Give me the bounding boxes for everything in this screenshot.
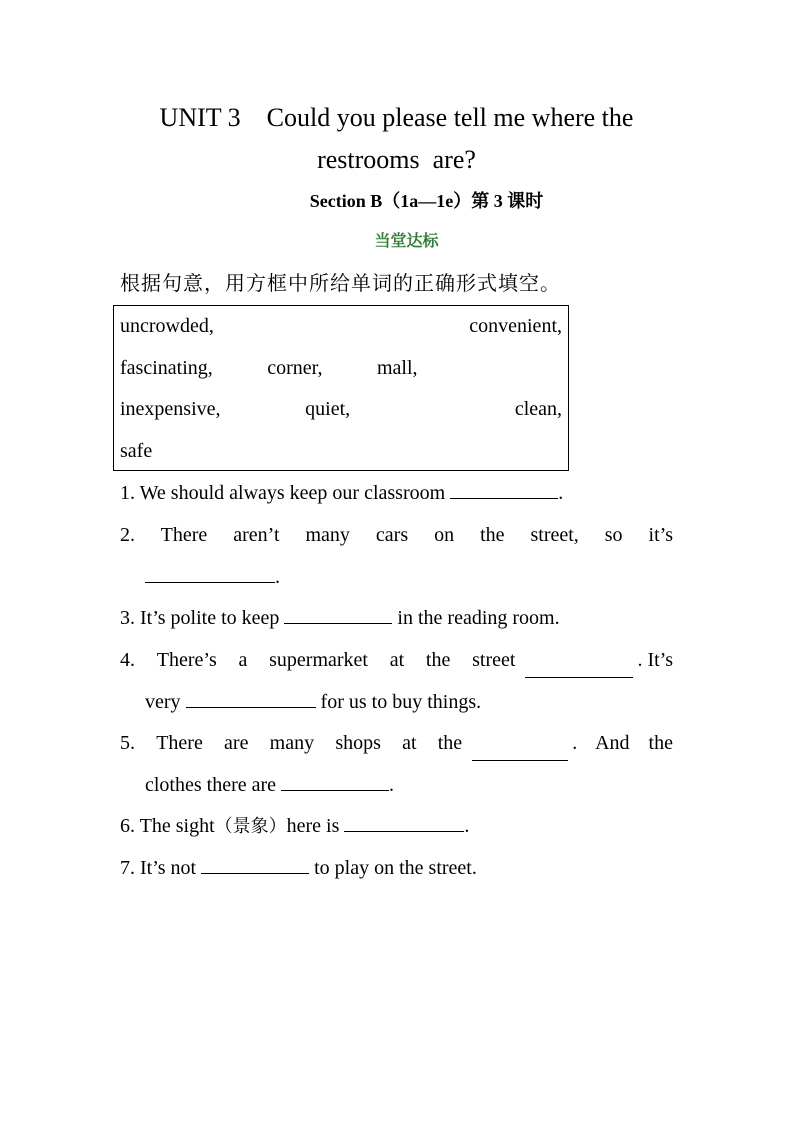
question-4	[120, 640, 673, 723]
section-label: Section B（1a—1e）第 3 课时	[309, 191, 544, 211]
word-box	[113, 305, 569, 471]
word-inexpensive: inexpensive,	[120, 398, 221, 421]
question-text: 4. There’s a supermarket at the street	[120, 649, 516, 671]
question-3	[120, 598, 673, 640]
question-text: .	[464, 815, 470, 837]
question-text: 5. There are many shops at the	[120, 732, 463, 754]
question-text: here is	[286, 815, 345, 837]
word-box-row	[120, 348, 562, 390]
question-5	[120, 723, 673, 806]
question-text: 1. We should always keep our classroom	[120, 482, 451, 504]
question-text: clothes there are	[145, 773, 282, 796]
answer-blank[interactable]	[186, 687, 316, 708]
question-1	[120, 473, 673, 515]
question-text: .	[275, 565, 280, 588]
word-corner: corner,	[267, 356, 323, 379]
question-6	[120, 806, 673, 848]
word-box-row	[120, 431, 562, 473]
question-text: to play on the street.	[309, 857, 477, 879]
word-safe: safe	[120, 439, 153, 462]
word-fascinating: fascinating,	[120, 356, 213, 379]
unit-title	[120, 97, 673, 181]
question-gloss: （景象）	[214, 816, 287, 837]
unit-title-line-2: restrooms are?	[317, 145, 476, 174]
word-convenient: convenient,	[469, 315, 562, 338]
answer-blank[interactable]	[344, 811, 464, 832]
word-mall: mall,	[376, 356, 418, 379]
question-text: very	[145, 690, 186, 713]
word-quiet: quiet,	[305, 398, 351, 421]
answer-blank[interactable]	[145, 562, 275, 583]
question-text: 2. There aren’t many cars on the street, so it’s	[120, 524, 673, 546]
question-text: . It’s	[637, 649, 673, 671]
answer-blank[interactable]	[284, 603, 392, 624]
word-uncrowded: uncrowded,	[120, 315, 214, 338]
question-text: in the reading room.	[392, 607, 560, 629]
answer-blank[interactable]	[450, 478, 558, 499]
answer-blank[interactable]	[525, 657, 633, 678]
question-text: for us to buy things.	[315, 690, 482, 713]
answer-blank[interactable]	[201, 853, 309, 874]
question-text: . And the	[572, 732, 673, 754]
exercise-heading: 当堂达标	[374, 231, 439, 250]
question-7	[120, 848, 673, 890]
answer-blank[interactable]	[472, 740, 568, 761]
word-box-row	[120, 306, 562, 348]
question-text: 6. The sight	[120, 815, 215, 837]
question-text: .	[558, 482, 564, 504]
unit-title-line-1: UNIT 3 Could you please tell me where the	[159, 103, 634, 132]
question-text: .	[389, 773, 395, 796]
question-text: 3. It’s polite to keep	[120, 607, 285, 629]
answer-blank[interactable]	[281, 770, 389, 791]
word-box-row	[120, 389, 562, 431]
word-clean: clean,	[514, 398, 562, 421]
question-text: 7. It’s not	[120, 857, 202, 879]
instruction-text: 根据句意，用方框中所给单词的正确形式填空。	[120, 271, 561, 295]
question-2	[120, 515, 673, 598]
